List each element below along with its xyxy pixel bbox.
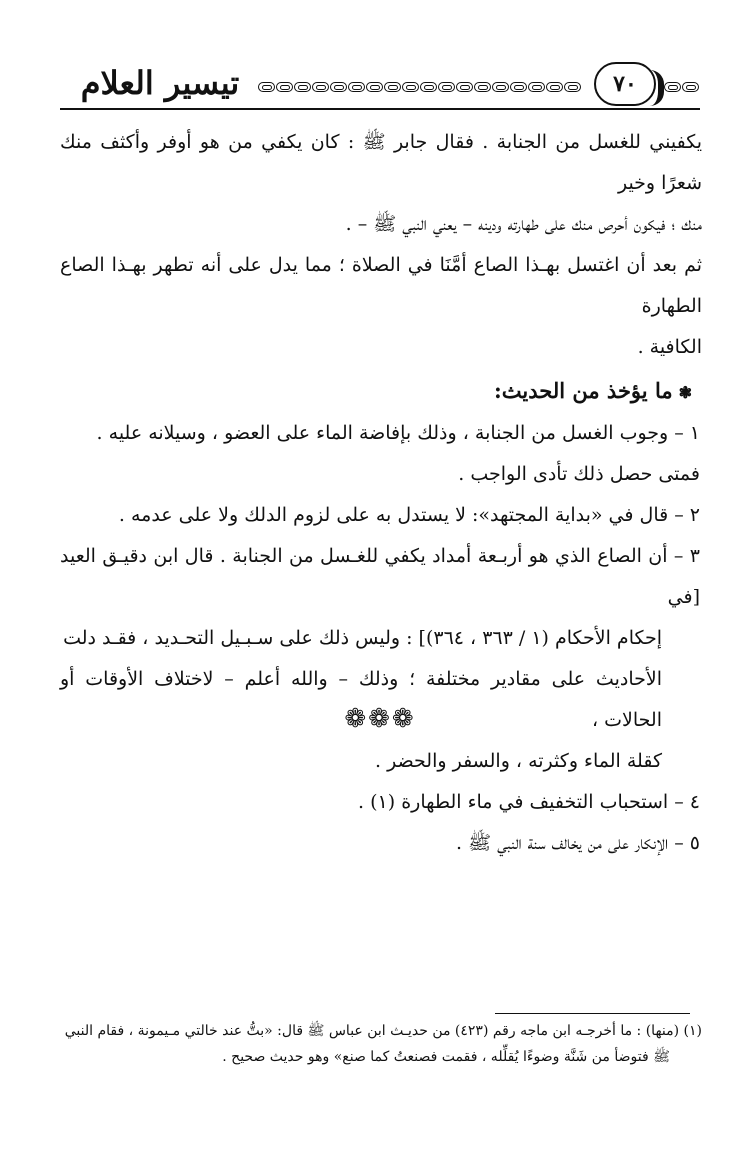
- list-item-continuation: فمتى حصل ذلك تأدى الواجب .: [458, 463, 700, 485]
- header-rule: [60, 108, 700, 110]
- paragraph-line: الكافية .: [637, 336, 702, 358]
- book-title: تيسير العلام: [80, 64, 240, 102]
- list-item: ٤ – استحباب التخفيف في ماء الطهارة (١) .: [358, 791, 700, 813]
- list-item: ٢ – قال في «بداية المجتهد»: لا يستدل به على لزوم الدلك ولا على عدمه .: [118, 504, 700, 526]
- list-item: ٣ – أن الصاع الذي هو أربـعة أمداد يكفي للغـسل من الجنابة . قال ابن دقيـق العيد [في: [60, 545, 700, 608]
- paragraph-line: منك ؛ فيكون أحرص منك على طهارته ودينه – يعني النبي ﷺ – .: [345, 213, 702, 235]
- chain-ornament: [258, 82, 581, 92]
- page-header: [0, 56, 755, 120]
- list-item-continuation: إحكام الأحكام (١ / ٣٦٣ ، ٣٦٤)] : وليس ذلك على سـبـيل التحـديد ، فقـد دلت: [63, 627, 662, 649]
- list-item: ٥ – الإنكار على من يخالف سنة النبي ﷺ .: [456, 832, 700, 854]
- separator-ornament: ❁❁❁: [344, 704, 416, 734]
- footnote-line: ﷺ فتوضأ من شَنَّة وضوءًا يُقلِّله ، فقمت فصنعتُ كما صنع» وهو حديث صحيح .: [222, 1049, 670, 1065]
- chain-ornament-right: [664, 82, 699, 92]
- heading-text: ما يؤخذ من الحديث:: [494, 378, 673, 403]
- footnote-line: (١) (منها) : ما أخرجـه ابن ماجه رقم (٤٢٣) من حديـث ابن عباس ﷺ قال: «بتُّ عند خالتي مـيمونة ، فقام النبي: [64, 1023, 702, 1039]
- list-item-continuation: كقلة الماء وكثرته ، والسفر والحضر .: [375, 750, 662, 772]
- paragraph-line: ثم بعد أن اغتسل بهـذا الصاع أمَّنَا في الصلاة ؛ مما يدل على أنه تطهر بهـذا الصاع الطهارة: [60, 254, 702, 317]
- section-heading: [60, 370, 702, 413]
- list-item: ١ – وجوب الغسل من الجنابة ، وذلك بإفاضة الماء على العضو ، وسيلانه عليه .: [96, 422, 700, 444]
- page-body: [60, 122, 702, 864]
- list-item-continuation: الأحاديث على مقادير مختلفة ؛ وذلك – والله أعلم – لاختلاف الأوقات أو الحالات ،: [60, 668, 662, 731]
- page-number: ٧٠: [594, 62, 656, 106]
- footnote-rule: [495, 1013, 690, 1014]
- flower-icon: ❃: [678, 383, 692, 402]
- paragraph-line: يكفيني للغسل من الجنابة . فقال جابر ﷺ : كان يكفي من هو أوفر وأكثف منك شعرًا وخير: [60, 131, 702, 194]
- footnote: [60, 1018, 702, 1070]
